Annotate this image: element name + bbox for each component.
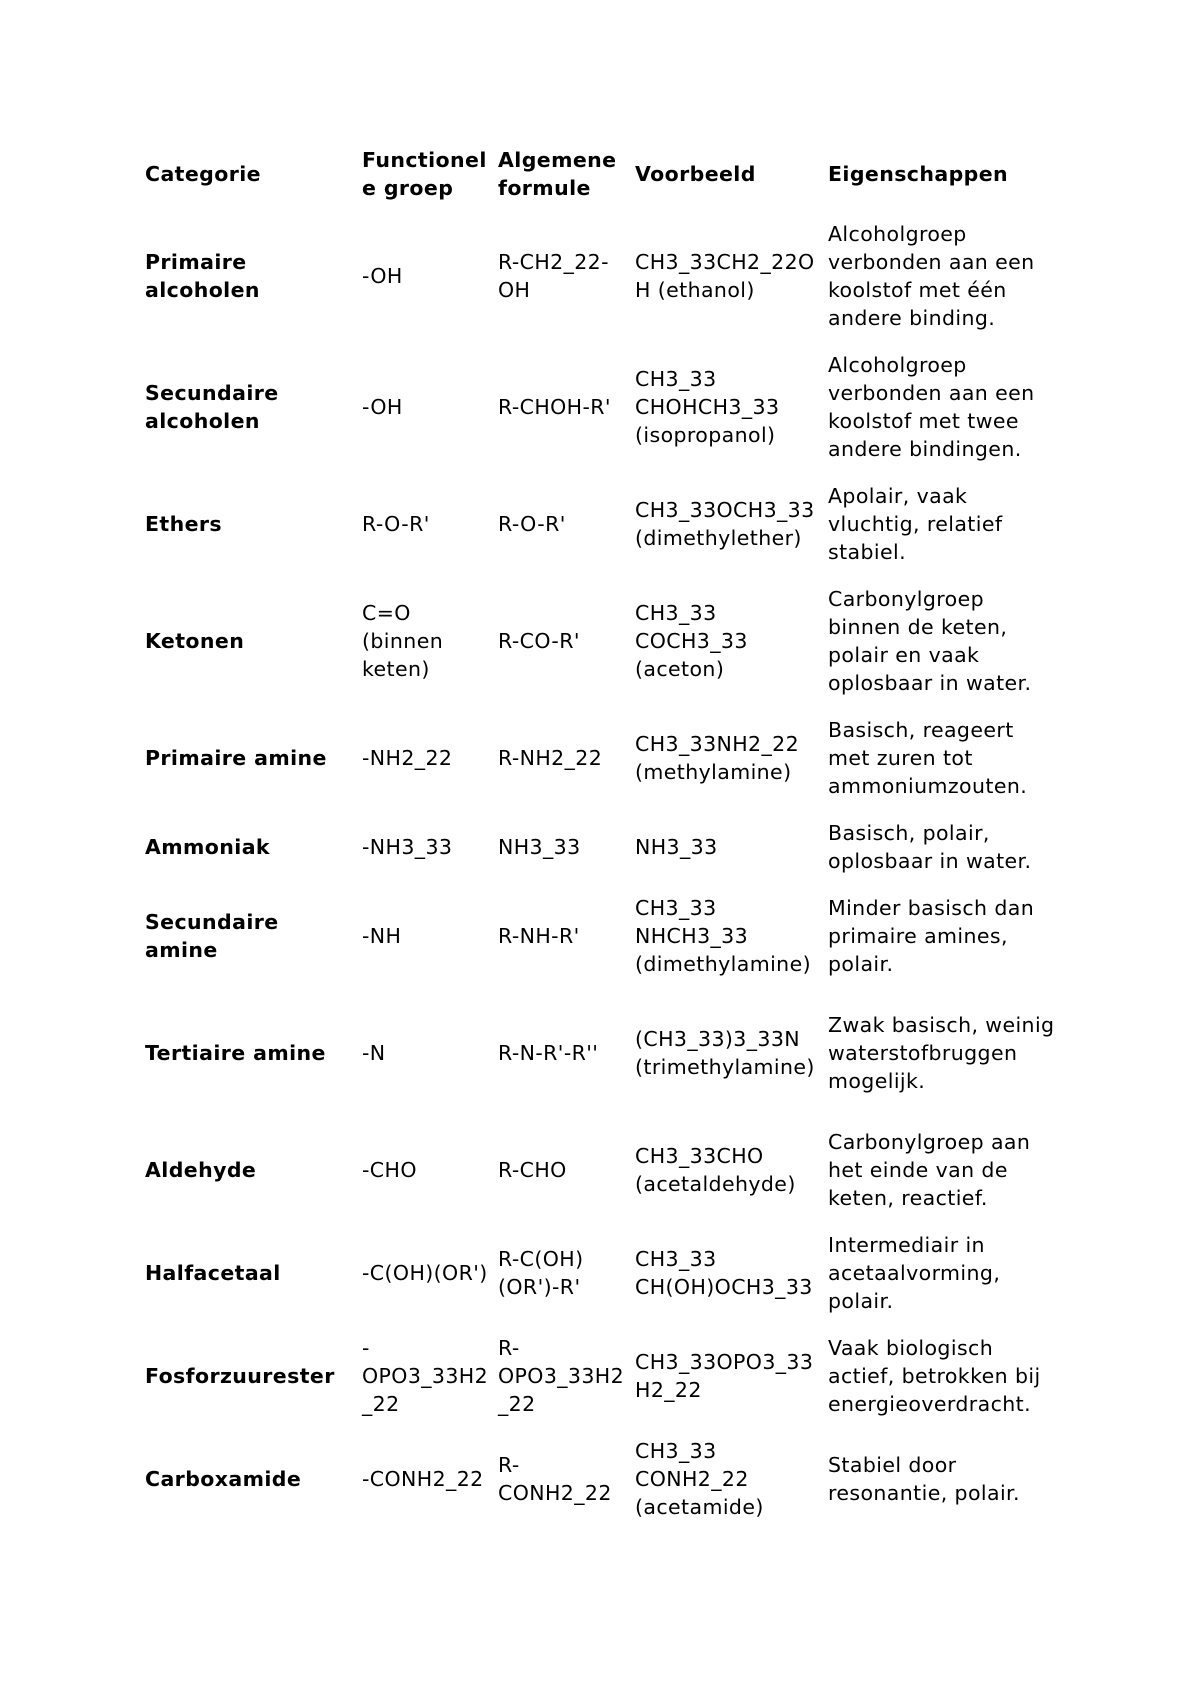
cell-categorie: Secundaire amine <box>145 909 279 962</box>
cell-voorbeeld: CH3_33 NHCH3_33 (dimethylamine) <box>635 895 811 976</box>
cell-categorie: Tertiaire amine <box>145 1040 326 1065</box>
cell-formule: R-CHOH-R' <box>498 394 611 419</box>
table-row <box>141 1427 1061 1530</box>
cell-eigenschappen: Carbonylgroep binnen de keten, polair en vaak oplosbaar in water. <box>828 586 1032 695</box>
cell-voorbeeld: CH3_33CHO (acetaldehyde) <box>635 1143 796 1196</box>
cell-eigenschappen: Basisch, reageert met zuren tot ammoniumzouten. <box>828 717 1028 798</box>
cell-categorie: Aldehyde <box>145 1157 257 1182</box>
cell-groep: -NH3_33 <box>362 834 453 859</box>
cell-formule: R-CO-R' <box>498 628 580 653</box>
cell-groep: -CONH2_22 <box>362 1466 484 1491</box>
cell-categorie: Primaire alcoholen <box>145 249 260 302</box>
cell-voorbeeld: CH3_33 COCH3_33 (aceton) <box>635 600 748 681</box>
cell-formule: R-CHO <box>498 1157 567 1182</box>
cell-eigenschappen: Apolair, vaak vluchtig, relatief stabiel. <box>828 483 1003 564</box>
cell-eigenschappen: Carbonylgroep aan het einde van de keten, reactief. <box>828 1129 1031 1210</box>
cell-voorbeeld: NH3_33 <box>635 834 718 859</box>
cell-formule: R-C(OH)(OR')-R' <box>498 1246 584 1299</box>
cell-eigenschappen: Stabiel door resonantie, polair. <box>828 1452 1020 1505</box>
cell-categorie: Ammoniak <box>145 834 270 859</box>
cell-voorbeeld: CH3_33 CONH2_22 (acetamide) <box>635 1438 764 1519</box>
cell-formule: R-NH2_22 <box>498 745 603 770</box>
table-row <box>141 987 1061 1118</box>
cell-groep: -C(OH)(OR') <box>362 1260 488 1285</box>
header-algemene-formule: Algemene formule <box>498 148 617 200</box>
cell-eigenschappen: Intermediair in acetaalvorming, polair. <box>828 1232 1001 1313</box>
cell-voorbeeld: CH3_33CH2_22OH (ethanol) <box>635 249 815 302</box>
cell-categorie: Fosforzuurester <box>145 1363 335 1388</box>
table-row <box>141 1324 1061 1427</box>
cell-eigenschappen: Alcoholgroep verbonden aan een koolstof met twee andere bindingen. <box>828 352 1035 461</box>
cell-groep: C=O (binnen keten) <box>362 600 444 681</box>
header-functionele-groep: Functionele groep <box>362 148 487 200</box>
cell-voorbeeld: CH3_33 CHOHCH3_33 (isopropanol) <box>635 366 780 447</box>
header-categorie: Categorie <box>145 162 261 186</box>
table-row <box>141 472 1061 575</box>
cell-formule: R-CONH2_22 <box>498 1452 612 1505</box>
cell-categorie: Carboxamide <box>145 1466 302 1491</box>
cell-groep: -NH2_22 <box>362 745 453 770</box>
cell-eigenschappen: Basisch, polair, oplosbaar in water. <box>828 820 1032 873</box>
header-eigenschappen: Eigenschappen <box>828 162 1009 186</box>
cell-formule: R-CH2_22-OH <box>498 249 609 302</box>
cell-eigenschappen: Minder basisch dan primaire amines, polair. <box>828 895 1035 976</box>
cell-groep: R-O-R' <box>362 511 430 536</box>
cell-eigenschappen: Vaak biologisch actief, betrokken bij energieoverdracht. <box>828 1335 1041 1416</box>
cell-formule: R-NH-R' <box>498 923 580 948</box>
cell-voorbeeld: (CH3_33)3_33N (trimethylamine) <box>635 1026 815 1079</box>
cell-groep: -CHO <box>362 1157 417 1182</box>
cell-formule: NH3_33 <box>498 834 581 859</box>
table-row <box>141 706 1061 809</box>
cell-groep: -OH <box>362 394 403 419</box>
cell-voorbeeld: CH3_33OPO3_33H2_22 <box>635 1349 814 1402</box>
cell-formule: R-N-R'-R'' <box>498 1040 599 1065</box>
cell-voorbeeld: CH3_33 CH(OH)OCH3_33 <box>635 1246 813 1299</box>
table-row <box>141 884 1061 987</box>
header-voorbeeld: Voorbeeld <box>635 162 756 186</box>
cell-groep: -OPO3_33H2_22 <box>362 1335 489 1416</box>
cell-categorie: Secundaire alcoholen <box>145 380 279 433</box>
cell-eigenschappen: Zwak basisch, weinig waterstofbruggen mogelijk. <box>828 1012 1055 1093</box>
table-row <box>141 1118 1061 1221</box>
cell-groep: -OH <box>362 263 403 288</box>
cell-groep: -N <box>362 1040 386 1065</box>
cell-categorie: Halfacetaal <box>145 1260 281 1285</box>
cell-categorie: Ketonen <box>145 628 245 653</box>
table-row <box>141 341 1061 472</box>
cell-formule: R-OPO3_33H2_22 <box>498 1335 625 1416</box>
cell-groep: -NH <box>362 923 402 948</box>
cell-voorbeeld: CH3_33NH2_22 (methylamine) <box>635 731 800 784</box>
cell-categorie: Primaire amine <box>145 745 327 770</box>
table-row <box>141 210 1061 341</box>
cell-categorie: Ethers <box>145 511 223 536</box>
functional-groups-table <box>141 138 1061 1530</box>
cell-voorbeeld: CH3_33OCH3_33 (dimethylether) <box>635 497 815 550</box>
table-row <box>141 1221 1061 1324</box>
table-row <box>141 575 1061 706</box>
table-row <box>141 809 1061 884</box>
cell-eigenschappen: Alcoholgroep verbonden aan een koolstof met één andere binding. <box>828 221 1035 330</box>
table-header-row <box>141 138 1061 210</box>
cell-formule: R-O-R' <box>498 511 566 536</box>
